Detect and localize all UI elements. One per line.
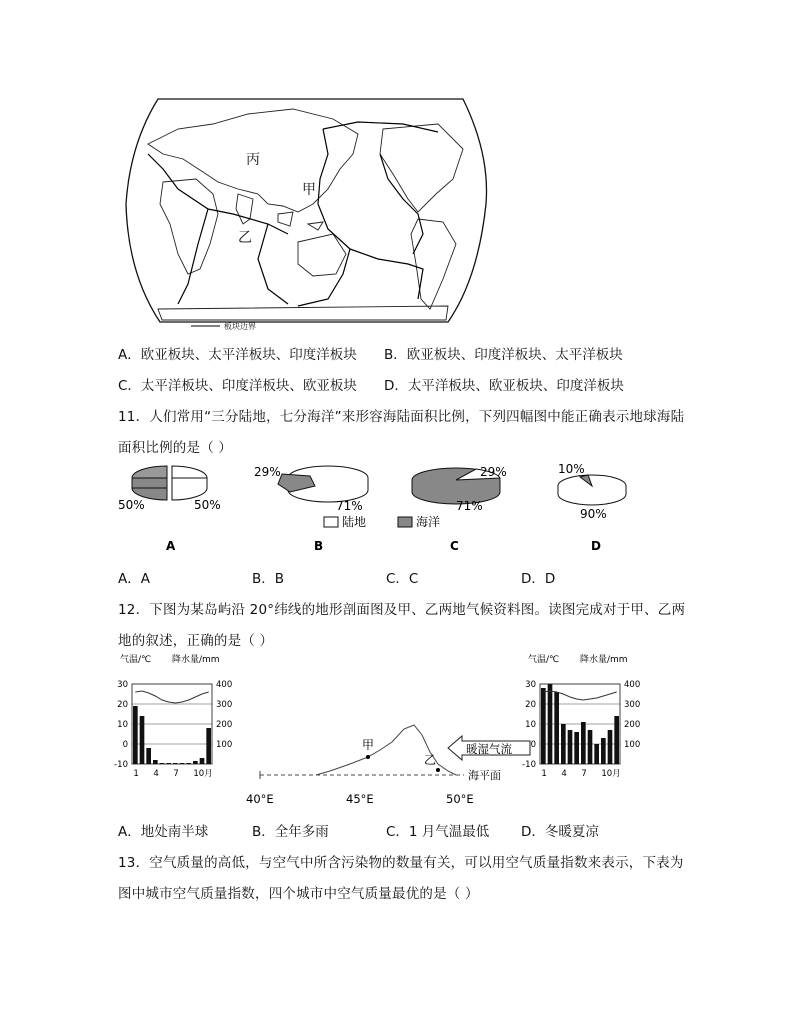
chart-yi-ytick-1: 20 — [525, 700, 536, 710]
pie-c-land-label: 29% — [480, 465, 507, 479]
profile-label-yi: 乙 — [424, 753, 437, 767]
world-plate-map-svg — [118, 94, 492, 334]
pie-d-letter[interactable]: D — [591, 539, 601, 553]
pie-b-letter[interactable]: B — [314, 539, 324, 553]
q12-figure-svg — [110, 650, 670, 810]
pie-a-land-top — [172, 466, 207, 478]
q12-option-a[interactable]: A．地处南半球 — [118, 824, 209, 840]
legend-land-swatch — [324, 517, 338, 527]
chart-jia-precip-bar-10 — [193, 761, 198, 764]
chart-yi-y2tick-2: 200 — [624, 720, 641, 730]
q10-option-d[interactable]: D．太平洋板块、欧亚板块、印度洋板块 — [384, 378, 624, 394]
profile-xtick-2: 50°E — [446, 792, 474, 806]
q12-option-c[interactable]: C．1 月气温最低 — [386, 824, 490, 840]
chart-yi-ytick-2: 10 — [525, 720, 536, 730]
pie-c — [412, 465, 507, 553]
chart-jia-y2tick-2: 200 — [216, 720, 233, 730]
chart-yi-precip-bar-1 — [541, 688, 546, 764]
chart-yi-precip-bar-11 — [608, 730, 613, 764]
chart-yi-xtick-0: 1 — [541, 769, 547, 779]
chart-yi-y2label: 降水量/mm — [580, 655, 628, 665]
chart-jia-precip-bar-9 — [186, 763, 191, 764]
pie-c-ocean-label: 71% — [456, 499, 483, 513]
profile-arrow-label: 暖湿气流 — [466, 742, 512, 756]
q10-option-b[interactable]: B．欧亚板块、印度洋板块、太平洋板块 — [384, 347, 623, 363]
q12-option-b[interactable]: B．全年多雨 — [252, 824, 329, 840]
chart-jia-precip-bar-7 — [173, 763, 178, 764]
chart-jia-ytick-0: 30 — [117, 680, 128, 690]
chart-yi-precip-bar-3 — [554, 692, 559, 764]
q12-option-d[interactable]: D．冬暖夏凉 — [521, 824, 599, 840]
pie-b-land-label: 71% — [336, 499, 363, 513]
chart-jia-ytick-2: 10 — [117, 720, 128, 730]
pie-a-ocean-label: 50% — [118, 498, 145, 512]
q11-pie-figure-svg — [110, 458, 650, 558]
legend-ocean-label: 海洋 — [416, 515, 441, 529]
chart-jia-y2tick-3: 100 — [216, 740, 233, 750]
world-plate-map — [118, 94, 492, 334]
q11-stem-line1: 11．人们常用“三分陆地，七分海洋”来形容海陆面积比例，下列四幅图中能正确表示地球海陆 — [118, 409, 685, 425]
chart-yi-y2tick-0: 400 — [624, 680, 641, 690]
chart-yi-xtick-1: 4 — [561, 769, 567, 779]
q12-figure — [110, 650, 670, 810]
profile-sea-level-label: 海平面 — [468, 769, 501, 782]
chart-yi-xtick-3: 10月 — [601, 769, 621, 779]
chart-jia-precip-bar-12 — [206, 728, 211, 764]
pie-a-letter[interactable]: A — [166, 539, 176, 553]
profile-terrain-line — [316, 725, 456, 775]
q10-option-c[interactable]: C．太平洋板块、印度洋板块、欧亚板块 — [118, 378, 357, 394]
q11-pie-figure — [110, 458, 650, 558]
chart-jia-ytick-3: 0 — [122, 740, 128, 750]
chart-jia-precip-bar-3 — [146, 748, 151, 764]
chart-jia-y2tick-0: 400 — [216, 680, 233, 690]
chart-yi-y2tick-1: 300 — [624, 700, 641, 710]
map-label-jia: 甲 — [302, 182, 316, 198]
pie-b-ocean-label: 29% — [254, 465, 281, 479]
pie-a-land-label: 50% — [194, 498, 221, 512]
pie-a-ocean-top — [132, 466, 167, 478]
chart-jia-ytick-1: 20 — [117, 700, 128, 710]
chart-yi-ylabel: 气温/℃ — [528, 655, 560, 665]
pie-d-land-label: 90% — [580, 507, 607, 521]
pie-a-ocean-side — [132, 478, 167, 488]
chart-yi-precip-bar-9 — [594, 744, 599, 764]
chart-yi-xtick-2: 7 — [581, 769, 587, 779]
chart-yi-y2tick-3: 100 — [624, 740, 641, 750]
profile-point-jia — [366, 755, 370, 759]
map-legend-label: 板块边界 — [224, 322, 256, 331]
chart-jia-precip-bar-8 — [180, 763, 185, 764]
q13-stem-line2: 图中城市空气质量指数，四个城市中空气质量最优的是（ ） — [118, 886, 479, 902]
chart-yi-precip-bar-12 — [614, 716, 619, 764]
chart-yi-ytick-4: -10 — [522, 760, 536, 770]
chart-jia-y2label: 降水量/mm — [172, 655, 220, 665]
profile-xtick-1: 45°E — [346, 792, 374, 806]
chart-yi-precip-bar-2 — [548, 684, 553, 764]
chart-jia-precip-bar-11 — [200, 758, 205, 764]
chart-yi-precip-bar-5 — [568, 730, 573, 764]
pie-a — [118, 466, 221, 553]
pie-a-land-side — [172, 478, 207, 500]
q11-option-b[interactable]: B．B — [252, 571, 285, 587]
chart-jia-temp-line — [135, 691, 208, 703]
chart-yi-precip-bar-7 — [581, 722, 586, 764]
chart-jia-y2tick-1: 300 — [216, 700, 233, 710]
chart-jia-xtick-1: 4 — [153, 769, 159, 779]
chart-jia-xtick-3: 10月 — [193, 769, 213, 779]
chart-jia-ytick-4: -10 — [114, 760, 128, 770]
q10-option-a[interactable]: A．欧亚板块、太平洋板块、印度洋板块 — [118, 347, 357, 363]
chart-jia-xtick-2: 7 — [173, 769, 179, 779]
profile-label-jia: 甲 — [362, 738, 375, 752]
chart-yi-precip-bar-10 — [601, 738, 606, 764]
chart-jia-xtick-0: 1 — [133, 769, 139, 779]
legend-ocean-swatch — [398, 517, 412, 527]
pie-d — [558, 462, 626, 553]
q11-stem-line2: 面积比例的是（ ） — [118, 440, 233, 456]
q11-option-a[interactable]: A．A — [118, 571, 150, 587]
chart-jia-precip-bar-5 — [160, 763, 165, 764]
q12-stem-line2: 地的叙述，正确的是（ ） — [118, 633, 274, 649]
chart-jia-ylabel: 气温/℃ — [120, 655, 152, 665]
legend-land-label: 陆地 — [342, 515, 367, 529]
chart-jia-precip-bar-1 — [133, 706, 138, 764]
chart-jia-precip-bar-4 — [153, 760, 158, 764]
q11-option-c[interactable]: C．C — [386, 571, 419, 587]
map-label-yi: 乙 — [238, 230, 252, 246]
chart-jia-precip-bar-6 — [166, 763, 171, 764]
map-outline — [126, 99, 487, 322]
q11-option-d[interactable]: D．D — [521, 571, 556, 587]
q13-stem-line1: 13．空气质量的高低，与空气中所含污染物的数量有关，可以用空气质量指数来表示，下表为 — [118, 855, 684, 871]
chart-yi-ytick-0: 30 — [525, 680, 536, 690]
chart-jia-precip-bar-2 — [140, 716, 145, 764]
pie-c-letter[interactable]: C — [450, 539, 459, 553]
profile-xtick-0: 40°E — [246, 792, 274, 806]
chart-yi-precip-bar-8 — [588, 730, 593, 764]
pie-d-ocean-label: 10% — [558, 462, 585, 476]
chart-yi-ytick-3: 0 — [530, 740, 536, 750]
chart-yi-precip-bar-6 — [574, 732, 579, 764]
pie-d-land-side — [558, 486, 626, 505]
q12-stem-line1: 12．下图为某岛屿沿 20°纬线的地形剖面图及甲、乙两地气候资料图。读图完成对于甲、乙两 — [118, 602, 686, 618]
chart-yi-precip-bar-4 — [561, 724, 566, 764]
map-label-bing: 丙 — [246, 152, 260, 168]
pie-b — [254, 465, 368, 553]
profile-point-yi — [436, 768, 440, 772]
